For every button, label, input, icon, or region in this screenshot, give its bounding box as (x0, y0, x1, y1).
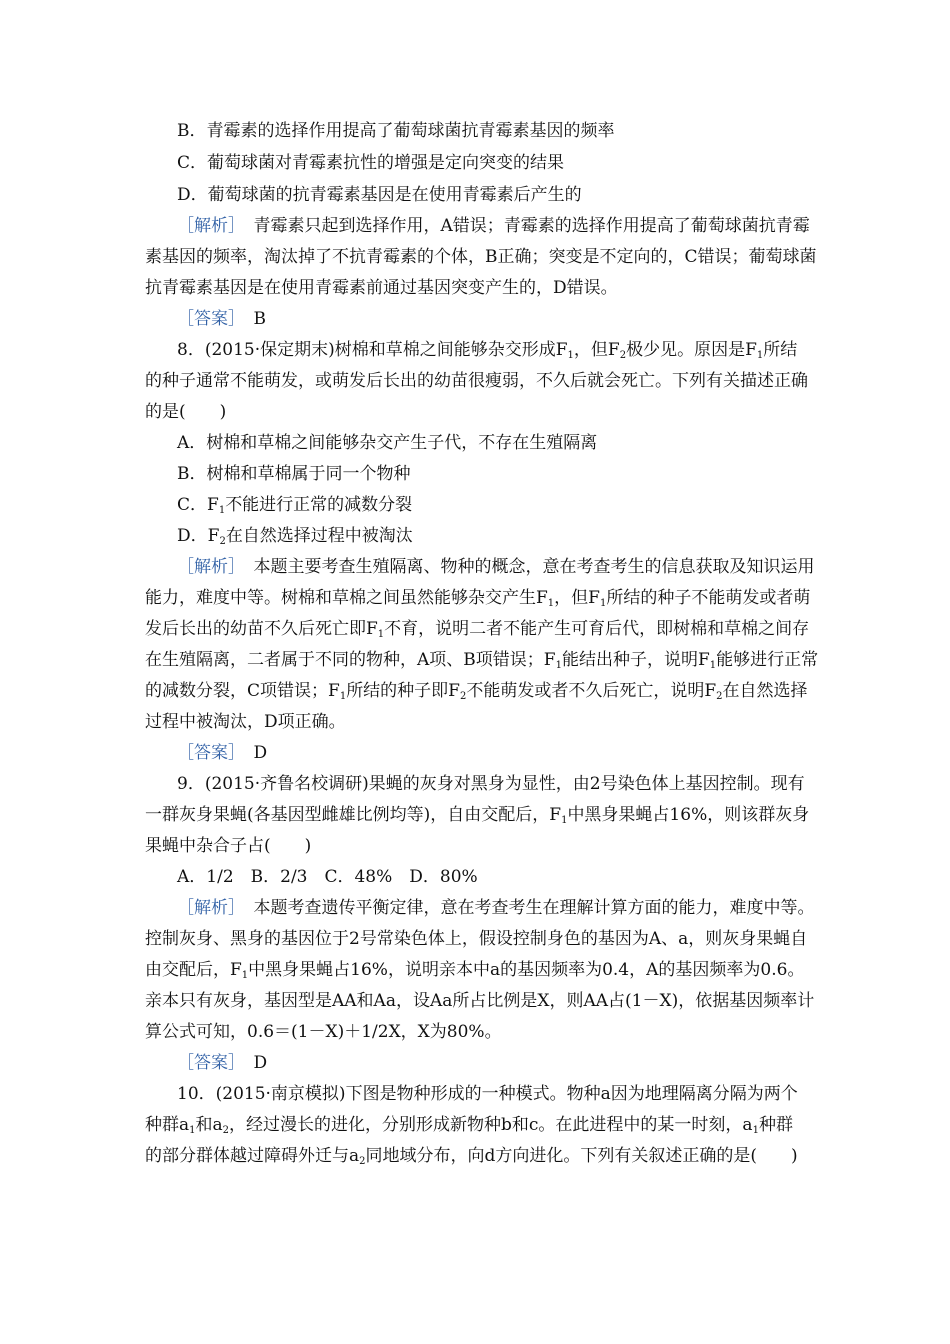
q8-stem-line: 8．(2015·保定期末)树棉和草棉之间能够杂交形成$F_1$，但$F_2$极少见。原因是$F_1$所结 (177, 340, 798, 361)
q10-stem-line: 的部分群体越过障碍外迁与$a_2$同地域分布，向d方向进化。下列有关叙述正确的是( ) (145, 1146, 798, 1167)
q7-analysis-line: 素基因的频率，淘汰掉了不抗青霉素的个体，B正确；突变是不定向的，C错误；葡萄球菌 (145, 247, 817, 267)
q9-analysis-line (177, 893, 857, 923)
q9-stem-line: 果蝇中杂合子占( ) (145, 836, 312, 856)
q8-analysis-line: 能力，难度中等。树棉和草棉之间虽然能够杂交产生$F_1$，但$F_1$所结的种子不能萌发或者萌 (145, 588, 811, 609)
analysis-tag: ［解析］ (177, 898, 237, 918)
q8-stem-line: 的是( ) (145, 402, 227, 422)
q7-analysis-line: 抗青霉素基因是在使用青霉素前通过基因突变产生的，D错误。 (145, 278, 618, 298)
q8-answer-line (177, 738, 857, 768)
analysis-text: 本题考查遗传平衡定律，意在考查考生在理解计算方面的能力，难度中等。 (236, 898, 815, 918)
answer-tag: ［答案］ (177, 743, 237, 763)
answer-value: D (236, 743, 268, 763)
q9-answer-line (177, 1048, 857, 1078)
answer-value: B (236, 309, 266, 329)
answer-value: D (236, 1053, 268, 1073)
q8-analysis-line (177, 552, 857, 582)
q8-analysis-line: 过程中被淘汰，D项正确。 (145, 712, 346, 732)
q8-option-c: C．$F_1$不能进行正常的减数分裂 (177, 495, 413, 516)
q8-option-b: B．树棉和草棉属于同一个物种 (177, 464, 411, 484)
q8-analysis-line: 的减数分裂，C项错误；$F_1$所结的种子即$F_2$不能萌发或者不久后死亡，说明$F_2$在自然选择 (145, 681, 808, 702)
analysis-text: 本题主要考查生殖隔离、物种的概念，意在考查考生的信息获取及知识运用 (236, 557, 815, 577)
analysis-text: 青霉素只起到选择作用，A错误；青霉素的选择作用提高了葡萄球菌抗青霉 (236, 216, 810, 236)
q7-option-b: B．青霉素的选择作用提高了葡萄球菌抗青霉素基因的频率 (177, 121, 615, 141)
q9-stem-line: 一群灰身果蝇(各基因型雌雄比例均等)，自由交配后，$F_1$中黑身果蝇占16%，则该群灰身 (145, 805, 810, 826)
q9-options: A．1/2 B．2/3 C．48% D．80% (177, 867, 478, 887)
q7-option-c: C．葡萄球菌对青霉素抗性的增强是定向突变的结果 (177, 153, 565, 173)
answer-tag: ［答案］ (177, 309, 237, 329)
q9-analysis-line: 由交配后，$F_1$中黑身果蝇占16%，说明亲本中a的基因频率为0.4，A的基因频率为0.6。 (145, 960, 805, 981)
q7-answer-line (177, 304, 857, 334)
q7-analysis-line (177, 211, 857, 241)
q9-analysis-line: 算公式可知，0.6＝(1－X)＋1/2X，X为80%。 (145, 1022, 502, 1042)
q8-option-d: D．$F_2$在自然选择过程中被淘汰 (177, 526, 413, 547)
q8-stem-line: 的种子通常不能萌发，或萌发后长出的幼苗很瘦弱，不久后就会死亡。下列有关描述正确 (145, 371, 808, 391)
q8-option-a: A．树棉和草棉之间能够杂交产生子代，不存在生殖隔离 (177, 433, 598, 453)
analysis-tag: ［解析］ (177, 557, 237, 577)
q10-stem-line: 10．(2015·南京模拟)下图是物种形成的一种模式。物种a因为地理隔离分隔为两个 (177, 1084, 798, 1104)
q10-stem-line: 种群$a_1$和$a_2$，经过漫长的进化，分别形成新物种b和c。在此进程中的某一时刻，$a_1$种群 (145, 1115, 793, 1136)
q9-analysis-line: 控制灰身、黑身的基因位于2号常染色体上，假设控制身色的基因为A、a，则灰身果蝇自 (145, 929, 808, 949)
q7-option-d: D．葡萄球菌的抗青霉素基因是在使用青霉素后产生的 (177, 185, 582, 205)
answer-tag: ［答案］ (177, 1053, 237, 1073)
q9-analysis-line: 亲本只有灰身，基因型是AA和Aa，设Aa所占比例是X，则AA占(1－X)，依据基因频率计 (145, 991, 815, 1011)
q9-stem-line: 9．(2015·齐鲁名校调研)果蝇的灰身对黑身为显性，由2号染色体上基因控制。现有 (177, 774, 805, 794)
q8-analysis-line: 在生殖隔离，二者属于不同的物种，A项、B项错误；$F_1$能结出种子，说明$F_1$能够进行正常 (145, 650, 819, 671)
q8-analysis-line: 发后长出的幼苗不久后死亡即$F_1$不育，说明二者不能产生可育后代，即树棉和草棉之间存 (145, 619, 810, 640)
analysis-tag: ［解析］ (177, 216, 237, 236)
